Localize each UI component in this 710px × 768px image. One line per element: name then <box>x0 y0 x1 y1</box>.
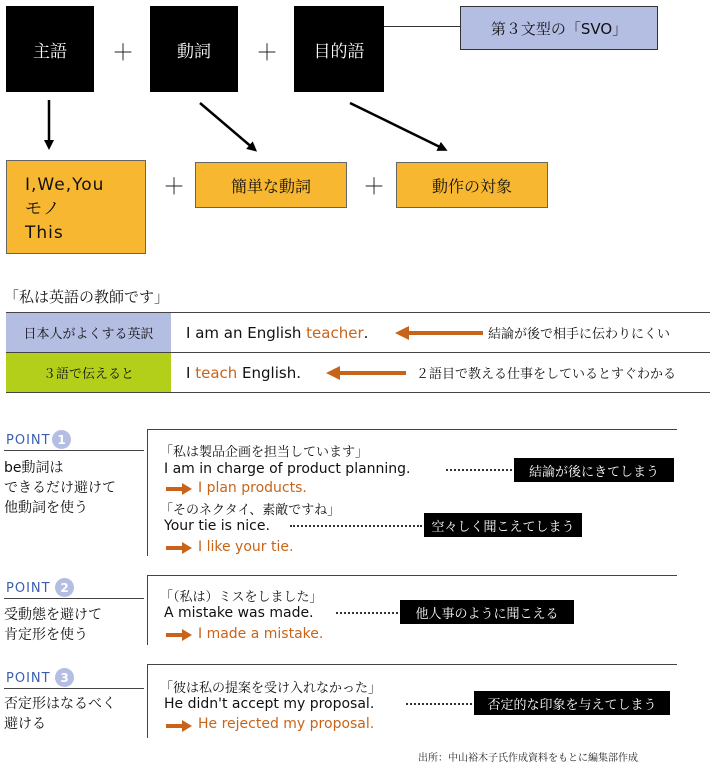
point1-ex1-better: I plan products. <box>198 480 307 496</box>
point1-ex1-dots <box>446 469 512 471</box>
plus-sign: ＋ <box>256 41 279 66</box>
point2-underline <box>4 598 144 599</box>
point3-title <box>4 694 116 734</box>
point3-ex1-arrow <box>166 720 192 732</box>
subject-label: 主語 <box>33 41 67 62</box>
row1-arrow <box>395 326 485 340</box>
row2-arrow <box>326 366 408 380</box>
point1-number: 1 <box>52 430 71 449</box>
point3-label: POINT <box>6 671 51 686</box>
point1-title-line1: be動詞は <box>4 460 64 476</box>
point1-ex2-arrow <box>166 542 192 554</box>
arrow-object <box>350 103 444 149</box>
source-note: 出所：中山裕木子氏作成資料をもとに編集部作成 <box>418 753 638 764</box>
point1-ex2-tag: 空々しく聞こえてしまう <box>424 513 582 537</box>
point2-ex1-arrow <box>166 629 192 641</box>
arrow-verb <box>200 103 254 149</box>
point1-title-line2: できるだけ避けて <box>4 480 116 496</box>
point3-box-left <box>147 664 148 738</box>
point2-title-line2: 肯定形を使う <box>4 627 88 643</box>
point1-title <box>4 458 116 518</box>
object-desc-box <box>396 162 548 208</box>
row1-sentence <box>186 313 368 352</box>
point1-title-line3: 他動詞を使う <box>4 500 88 516</box>
point1-label: POINT <box>6 433 51 448</box>
object-desc-label: 動作の対象 <box>431 176 512 196</box>
plus-sign: ＋ <box>363 175 386 200</box>
point3-title-line1: 否定形はなるべく <box>4 696 116 712</box>
point3-ex1-jp: 「彼は私の提案を受け入れなかった」 <box>160 681 382 696</box>
point3-ex1-tag: 否定的な印象を与えてしまう <box>474 691 670 715</box>
plus-sign: ＋ <box>112 41 135 66</box>
row2-sentence <box>186 353 301 392</box>
point2-box-left <box>147 575 148 645</box>
row2-sentence-b: English. <box>237 363 301 382</box>
point1-underline <box>4 450 144 451</box>
table-bottom-line <box>6 392 710 393</box>
point3-ex1-better: He rejected my proposal. <box>198 716 375 732</box>
point2-number: 2 <box>55 578 74 597</box>
row2-label-text: ３語で伝えると <box>42 367 134 382</box>
point1-ex2-dots <box>290 525 422 527</box>
point1-ex2-jp: 「そのネクタイ、素敵ですね」 <box>160 503 341 518</box>
subject-example-1: I,We,You <box>25 175 105 195</box>
point1-box-top <box>147 429 677 430</box>
point1-ex2-en: Your tie is nice. <box>164 518 270 534</box>
point3-title-line2: 避ける <box>4 716 46 732</box>
row2-highlight: teach <box>195 363 238 382</box>
point2-label: POINT <box>6 581 51 596</box>
point3-underline <box>4 688 144 689</box>
point3-ex1-en: He didn't accept my proposal. <box>164 696 375 712</box>
verb-desc-box <box>195 162 347 208</box>
verb-desc-label: 簡単な動詞 <box>230 176 311 196</box>
point2-ex1-jp: 「（私は）ミスをしました」 <box>160 590 323 605</box>
row1-highlight: teacher <box>306 323 364 342</box>
point1-ex1-jp: 「私は製品企画を担当しています」 <box>160 445 369 460</box>
point1-ex2-better: I like your tie. <box>198 539 294 555</box>
row1-sentence-a: I am an English <box>186 323 307 342</box>
point3-box-top <box>147 664 677 665</box>
row1-label-text: 日本人がよくする英訳 <box>23 327 154 342</box>
subject-examples-box <box>6 160 146 254</box>
point1-ex1-arrow <box>166 483 192 495</box>
point1-box-left <box>147 429 148 556</box>
row1-sentence-b: . <box>363 323 369 342</box>
point2-box-top <box>147 575 677 576</box>
point1-ex1-tag: 結論が後にきてしまう <box>514 458 674 482</box>
point2-ex1-tag: 他人事のように聞こえる <box>400 600 574 624</box>
row2-note: ２語目で教える仕事をしているとすぐわかる <box>416 367 677 382</box>
point1-ex1-en: I am in charge of product planning. <box>164 461 411 477</box>
point2-title <box>4 605 102 645</box>
point3-ex1-dots <box>406 703 472 705</box>
subject-example-3: This <box>25 223 64 243</box>
row2-sentence-a: I <box>186 363 196 382</box>
point2-ex1-dots <box>336 612 398 614</box>
verb-label: 動詞 <box>177 41 211 62</box>
row2-label <box>6 353 171 392</box>
plus-sign: ＋ <box>163 175 186 200</box>
compare-title: 「私は英語の教師です」 <box>4 288 170 306</box>
svo-pattern-label: 第３文型の「SVO」 <box>490 19 628 38</box>
point2-title-line1: 受動態を避けて <box>4 607 102 623</box>
object-label: 目的語 <box>313 41 365 62</box>
point3-number: 3 <box>55 668 74 687</box>
row1-label <box>6 313 171 352</box>
point2-ex1-better: I made a mistake. <box>198 626 324 642</box>
point2-ex1-en: A mistake was made. <box>164 605 314 621</box>
subject-example-2: モノ <box>25 199 61 219</box>
row1-note: 結論が後で相手に伝わりにくい <box>488 327 671 342</box>
